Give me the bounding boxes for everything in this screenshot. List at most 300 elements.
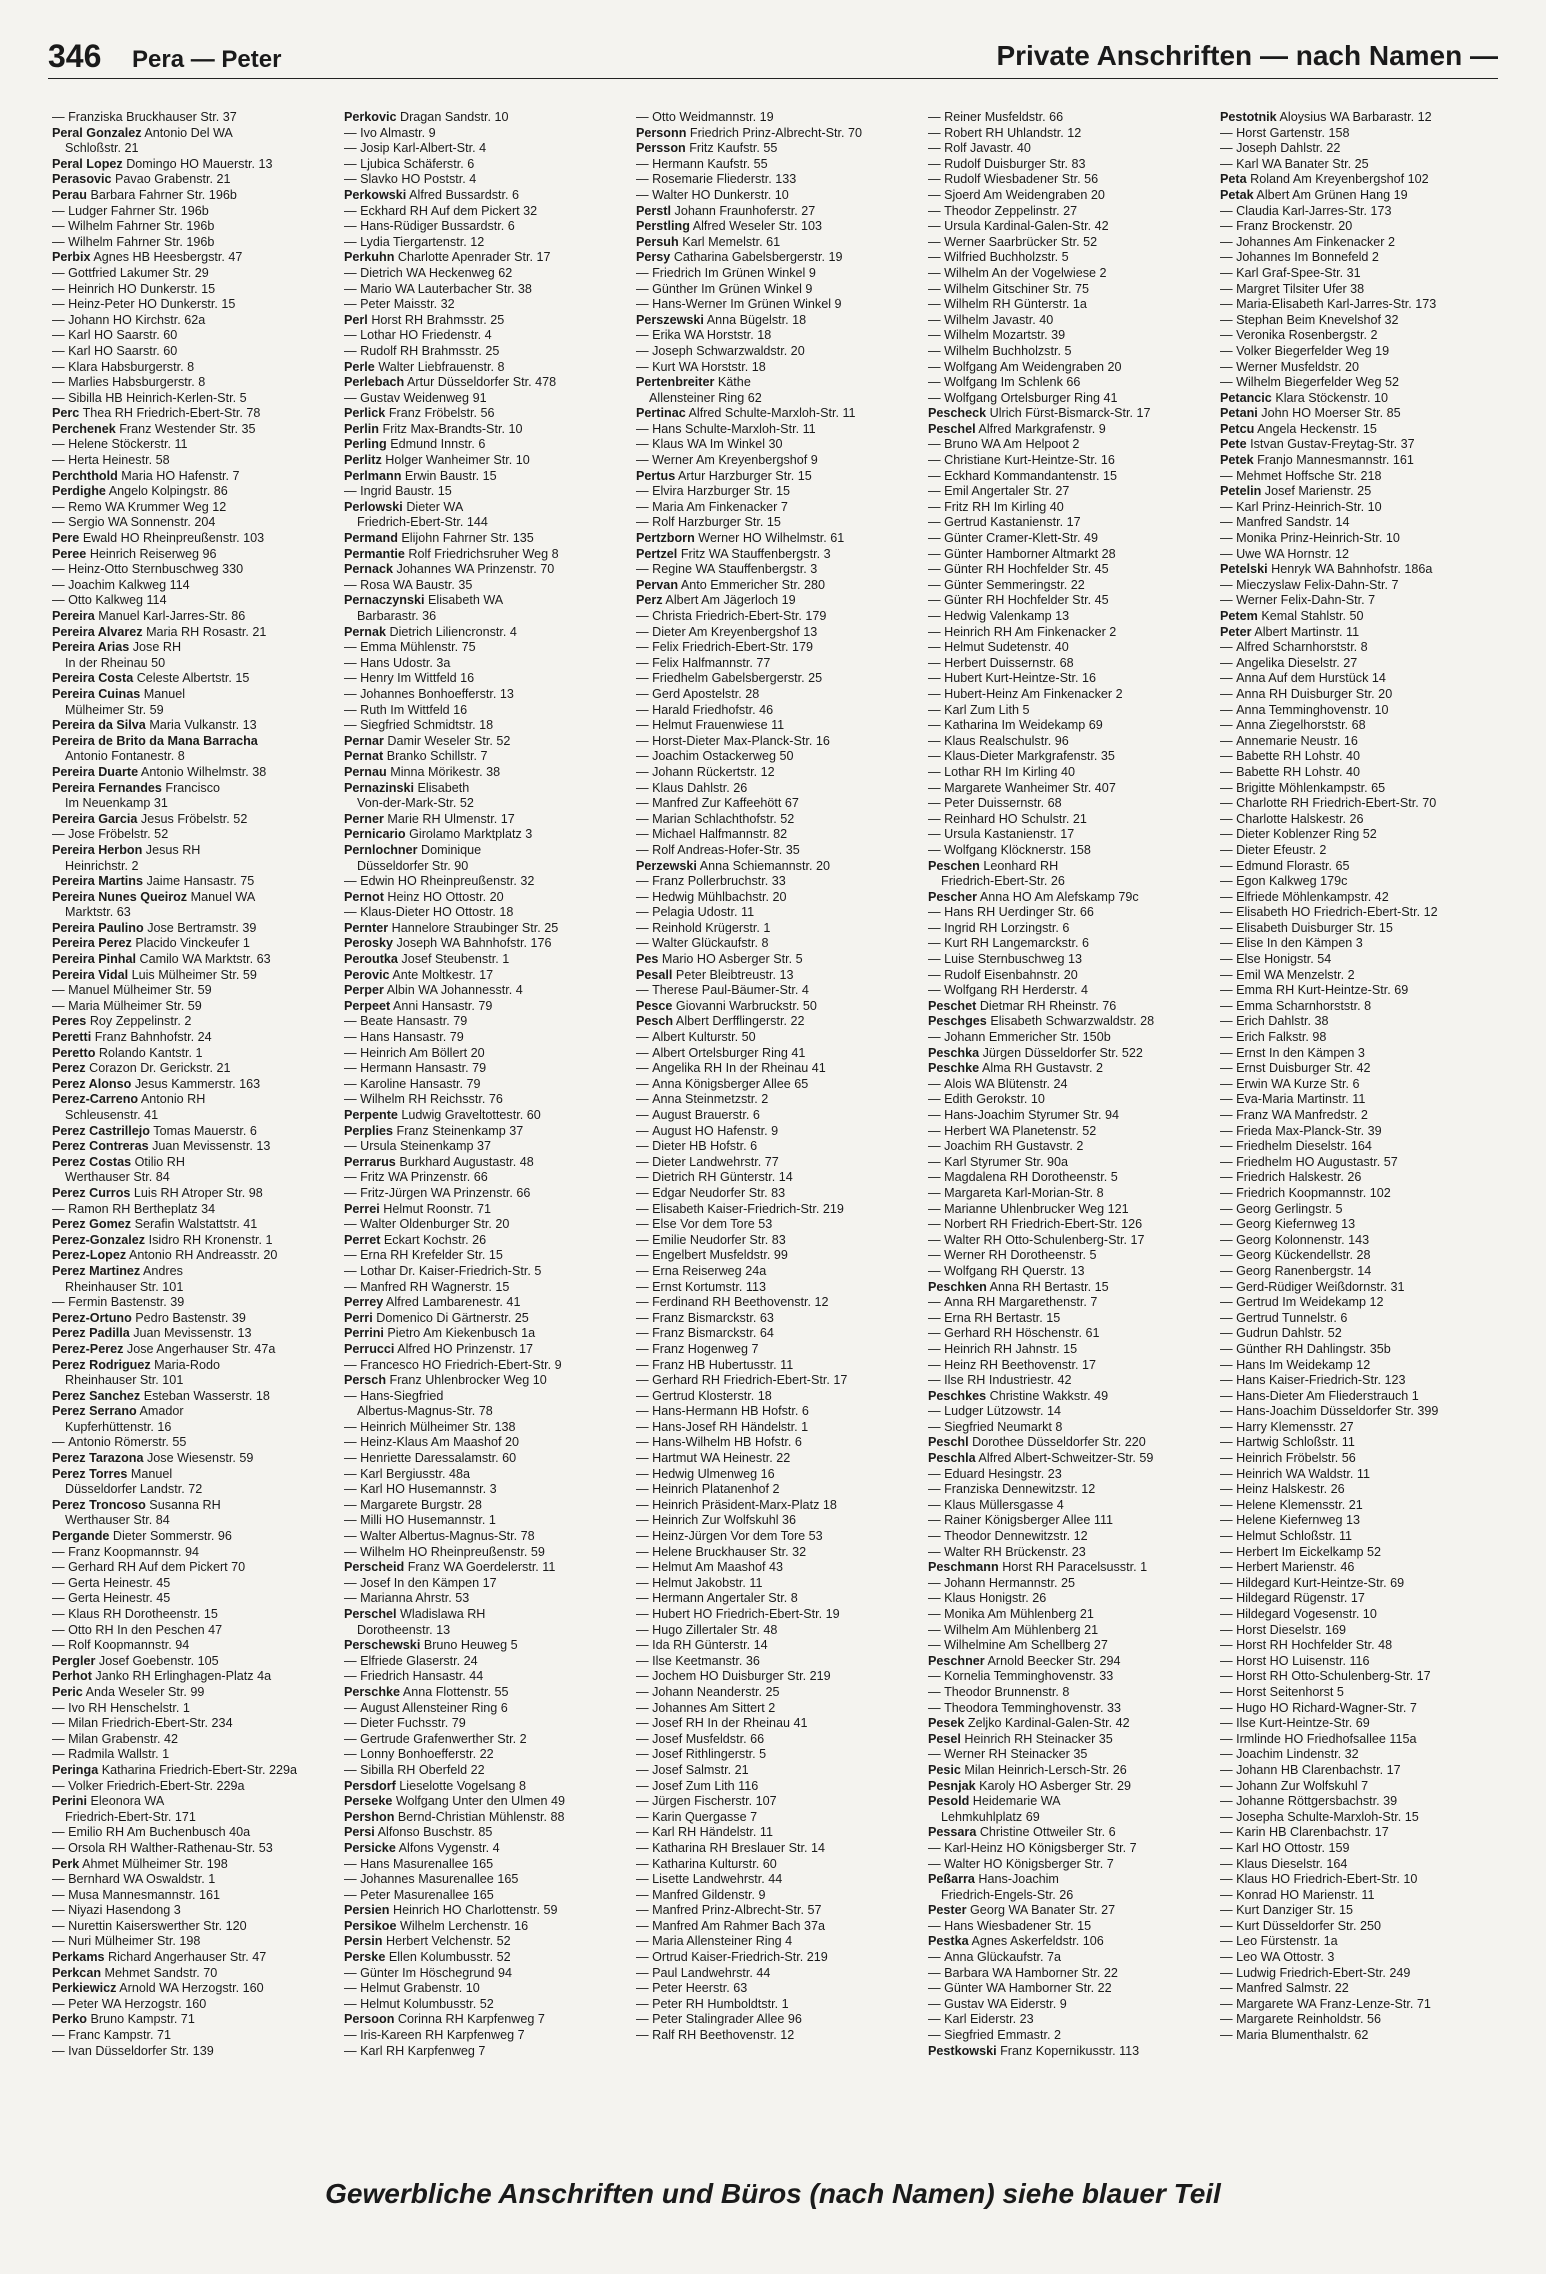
directory-entry — [52, 1498, 334, 1514]
entry-details: Franz Westender Str. 35 — [119, 421, 256, 436]
entry-details: Dieter Efeustr. 2 — [1236, 842, 1327, 857]
entry-details: Peter Duissernstr. 68 — [944, 796, 1062, 811]
entry-surname: Personn — [636, 125, 687, 140]
directory-entry — [928, 1966, 1210, 1982]
directory-entry — [636, 1747, 918, 1763]
entry-details: Felix Halfmannstr. 77 — [652, 655, 771, 670]
directory-entry — [636, 360, 918, 376]
entry-details: Wolfgang Im Schlenk 66 — [944, 375, 1081, 390]
entry-details: Otto Kalkweg 114 — [68, 593, 167, 608]
directory-entry — [928, 703, 1210, 719]
directory-entry — [636, 1857, 918, 1873]
entry-details: Herta Heinestr. 58 — [68, 453, 170, 468]
entry-details: Siegfried Emmastr. 2 — [944, 2028, 1061, 2043]
entry-surname: Pergande — [52, 1529, 110, 1544]
entry-details: Margarete Reinholdstr. 56 — [1236, 2012, 1382, 2027]
entry-details: Elisabeth — [417, 780, 470, 795]
directory-entry — [1220, 1872, 1502, 1888]
directory-entry — [344, 796, 626, 812]
entry-details: Frieda Max-Planck-Str. 39 — [1236, 1123, 1382, 1138]
directory-entry — [344, 921, 626, 937]
entry-surname: Perez Serrano — [52, 1404, 137, 1419]
entry-details: Werner Saarbrücker Str. 52 — [944, 234, 1098, 249]
directory-entry — [52, 1638, 334, 1654]
entry-details: Hermann Angertaler Str. 8 — [652, 1591, 798, 1606]
entry-details: Schleusenstr. 41 — [65, 1108, 159, 1122]
directory-entry — [1220, 1560, 1502, 1576]
entry-details: Franz Pollerbruchstr. 33 — [652, 874, 786, 889]
entry-details: Rheinhauser Str. 101 — [65, 1279, 184, 1294]
entry-details: Friedhelm Gabelsbergerstr. 25 — [652, 671, 823, 686]
entry-details: Johanne Röttgersbachstr. 39 — [1236, 1794, 1398, 1809]
entry-details: Karl HO Saarstr. 60 — [68, 328, 178, 343]
entry-details: Werner Felix-Dahn-Str. 7 — [1236, 593, 1376, 608]
directory-entry — [52, 1202, 334, 1218]
directory-entry — [1220, 422, 1502, 438]
entry-details: Heinz-Otto Sternbuschweg 330 — [68, 562, 244, 577]
directory-entry — [636, 1342, 918, 1358]
entry-details: Peter WA Herzogstr. 160 — [68, 1996, 207, 2011]
entry-surname: Pernlochner — [344, 842, 418, 857]
entry-details: Hans-Rüdiger Bussardstr. 6 — [360, 219, 515, 234]
directory-entry — [636, 1170, 918, 1186]
directory-entry — [344, 656, 626, 672]
entry-details: Josef Goebenstr. 105 — [98, 1653, 219, 1668]
entry-details: Ivo Almastr. 9 — [360, 125, 436, 140]
entry-details: Ivan Düsseldorfer Str. 139 — [68, 2043, 214, 2058]
entry-details: Arnold WA Herzogstr. 160 — [119, 1981, 264, 1996]
entry-details: Manuel Mülheimer Str. 59 — [68, 983, 212, 998]
entry-details: Barbara Fahrner Str. 196b — [90, 187, 237, 202]
entry-surname: Perez Castrillejo — [52, 1123, 150, 1138]
directory-entry — [52, 1560, 334, 1576]
entry-details: Edmund Innstr. 6 — [390, 437, 486, 452]
directory-entry — [636, 235, 918, 251]
directory-entry — [636, 890, 918, 906]
directory-entry — [344, 1155, 626, 1171]
entry-surname: Perper — [344, 983, 384, 998]
entry-details: Joachim RH Gustavstr. 2 — [944, 1139, 1084, 1154]
entry-details: Angelika Dieselstr. 27 — [1236, 655, 1358, 670]
directory-entry — [928, 1139, 1210, 1155]
entry-details: Manuel WA — [190, 889, 256, 904]
entry-details: Charlotte Apenrader Str. 17 — [397, 250, 551, 265]
directory-entry — [928, 796, 1210, 812]
directory-entry — [636, 1435, 918, 1451]
directory-entry — [344, 1092, 626, 1108]
entry-surname: Pesce — [636, 998, 673, 1013]
entry-details: Maria Allensteiner Ring 4 — [652, 1934, 793, 1949]
entry-details: Girolamo Marktplatz 3 — [409, 827, 533, 842]
entry-details: Antonio Fontanestr. 8 — [65, 749, 185, 764]
entry-details: Schloßstr. 21 — [65, 141, 139, 156]
directory-entry — [344, 625, 626, 641]
directory-entry — [344, 188, 626, 204]
directory-entry — [1220, 1295, 1502, 1311]
entry-details: Albert Ortelsburger Ring 41 — [652, 1045, 806, 1060]
entry-surname: Pesek — [928, 1716, 965, 1731]
entry-details: Remo WA Krummer Weg 12 — [68, 499, 227, 514]
entry-details: Anna Glückaufstr. 7a — [944, 1950, 1062, 1965]
entry-details: Dieter Fuchsstr. 79 — [360, 1716, 466, 1731]
directory-entry — [928, 671, 1210, 687]
entry-details: Ursula Kardinal-Galen-Str. 42 — [944, 219, 1109, 234]
directory-entry — [636, 1732, 918, 1748]
entry-details: Thea RH Friedrich-Ebert-Str. 78 — [82, 406, 261, 421]
directory-entry — [344, 219, 626, 235]
entry-details: Alfred Bussardstr. 6 — [409, 187, 520, 202]
directory-entry — [636, 687, 918, 703]
directory-entry — [636, 1794, 918, 1810]
entry-surname: Perpeet — [344, 998, 391, 1013]
directory-entry — [52, 547, 334, 563]
directory-entry — [344, 687, 626, 703]
entry-details: Werner HO Wilhelmstr. 61 — [698, 531, 845, 546]
directory-entry — [1220, 375, 1502, 391]
entry-surname: Petek — [1220, 453, 1254, 468]
entry-details: Ivo RH Henschelstr. 1 — [68, 1700, 190, 1715]
directory-entry — [52, 157, 334, 173]
entry-details: Felix Friedrich-Ebert-Str. 179 — [652, 640, 814, 655]
entry-details: Josef Zum Lith 116 — [652, 1778, 759, 1793]
directory-entry — [928, 1264, 1210, 1280]
directory-entry — [1220, 1903, 1502, 1919]
entry-details: Christiane Kurt-Heintze-Str. 16 — [944, 453, 1115, 468]
directory-entry — [344, 500, 626, 516]
entry-details: Arnold Beecker Str. 294 — [987, 1653, 1121, 1668]
entry-details: August HO Hafenstr. 9 — [652, 1123, 779, 1138]
entry-details: Rudolf Eisenbahnstr. 20 — [944, 967, 1078, 982]
entry-surname: Peringa — [52, 1762, 99, 1777]
directory-entry — [928, 936, 1210, 952]
directory-entry — [636, 1124, 918, 1140]
entry-details: Herbert Marienstr. 46 — [1236, 1560, 1355, 1575]
directory-entry — [928, 859, 1210, 875]
directory-entry — [344, 1389, 626, 1405]
directory-entry — [52, 1170, 334, 1186]
entry-details: Leo Fürstenstr. 1a — [1236, 1934, 1338, 1949]
directory-entry — [928, 1810, 1210, 1826]
entry-surname: Persch — [344, 1373, 387, 1388]
entry-details: Günter Semmeringstr. 22 — [944, 577, 1085, 592]
entry-surname: Peschel — [928, 421, 976, 436]
directory-entry — [1220, 765, 1502, 781]
directory-entry — [52, 250, 334, 266]
entry-details: Friedrich Prinz-Albrecht-Str. 70 — [689, 125, 863, 140]
entry-details: Rudolf Wiesbadener Str. 56 — [944, 172, 1099, 187]
directory-entry — [636, 1373, 918, 1389]
entry-details: Herbert Duissernstr. 68 — [944, 655, 1074, 670]
directory-entry — [344, 562, 626, 578]
entry-details: Bruno Kampstr. 71 — [90, 2012, 195, 2027]
directory-entry — [1220, 1576, 1502, 1592]
directory-entry — [344, 1248, 626, 1264]
directory-entry — [52, 578, 334, 594]
directory-entry — [52, 859, 334, 875]
directory-entry — [344, 593, 626, 609]
entry-details: Hans-Joachim Styrumer Str. 94 — [944, 1108, 1120, 1122]
entry-details: Manfred Salmstr. 22 — [1236, 1981, 1349, 1996]
directory-entry — [1220, 469, 1502, 485]
directory-entry — [1220, 1779, 1502, 1795]
directory-entry — [344, 1779, 626, 1795]
directory-entry — [52, 936, 334, 952]
entry-surname: Perez Curros — [52, 1185, 131, 1200]
entry-details: Helmut Frauenwiese 11 — [652, 718, 785, 733]
entry-details: Stephan Beim Knevelshof 32 — [1236, 312, 1399, 327]
entry-details: Wilhelm RH Günterstr. 1a — [944, 297, 1087, 312]
directory-entry — [52, 1779, 334, 1795]
entry-surname: Pestka — [928, 1934, 969, 1949]
entry-surname: Pesel — [928, 1731, 961, 1746]
entry-details: Manfred Zur Kaffeehött 67 — [652, 796, 799, 811]
entry-details: Lothar HO Friedenstr. 4 — [360, 328, 492, 343]
entry-details: Horst RH Hochfelder Str. 48 — [1236, 1638, 1393, 1653]
directory-entry — [344, 1529, 626, 1545]
directory-entry — [636, 1404, 918, 1420]
entry-details: Charlotte RH Friedrich-Ebert-Str. 70 — [1236, 796, 1437, 811]
entry-details: Henryk WA Bahnhofstr. 186a — [1271, 562, 1433, 577]
entry-details: Pedro Bastenstr. 39 — [135, 1310, 246, 1325]
entry-details: Holger Wanheimer Str. 10 — [385, 453, 530, 468]
entry-details: Iris-Kareen RH Karpfenweg 7 — [360, 2028, 525, 2043]
entry-details: Wladislawa RH — [400, 1607, 486, 1621]
entry-surname: Perhot — [52, 1669, 92, 1684]
directory-entry — [52, 484, 334, 500]
entry-details: Heinrich Am Böllert 20 — [360, 1045, 485, 1060]
entry-details: Georg Kückendellstr. 28 — [1236, 1248, 1371, 1263]
entry-details: Christine Ottweiler Str. 6 — [979, 1825, 1116, 1840]
entry-details: Branko Schillstr. 7 — [386, 749, 488, 764]
entry-surname: Perschke — [344, 1684, 401, 1699]
entry-details: Lieselotte Vogelsang 8 — [399, 1778, 527, 1793]
entry-surname: Persien — [344, 1903, 390, 1918]
entry-details: Werthauser Str. 84 — [65, 1170, 170, 1185]
directory-entry — [636, 391, 918, 407]
entry-details: Eva-Maria Martinstr. 11 — [1236, 1092, 1366, 1107]
entry-details: Dorotheenstr. 13 — [357, 1622, 451, 1637]
directory-entry — [636, 1950, 918, 1966]
entry-details: Johannes Masurenallee 165 — [360, 1872, 519, 1887]
directory-entry — [928, 562, 1210, 578]
entry-details: Lothar Dr. Kaiser-Friedrich-Str. 5 — [360, 1263, 542, 1278]
entry-details: Werner RH Dorotheenstr. 5 — [944, 1248, 1097, 1263]
directory-entry — [1220, 936, 1502, 952]
entry-details: Domingo HO Mauerstr. 13 — [126, 156, 273, 171]
entry-details: Johannes WA Prinzenstr. 70 — [396, 562, 555, 577]
directory-entry — [52, 1685, 334, 1701]
entry-surname: Perszewski — [636, 312, 704, 327]
directory-entry — [344, 1186, 626, 1202]
entry-details: Robert RH Uhlandstr. 12 — [944, 125, 1082, 140]
entry-details: Elisabeth Duisburger Str. 15 — [1236, 920, 1393, 935]
directory-entry — [1220, 749, 1502, 765]
directory-entry — [52, 1358, 334, 1374]
directory-entry — [344, 640, 626, 656]
entry-details: Lonny Bonhoefferstr. 22 — [360, 1747, 494, 1762]
entry-surname: Pereira Arias — [52, 640, 130, 655]
directory-entry — [636, 1763, 918, 1779]
directory-entry — [1220, 188, 1502, 204]
directory-entry — [928, 1779, 1210, 1795]
entry-details: Engelbert Musfeldstr. 99 — [652, 1248, 788, 1263]
entry-details: Erna Reiserweg 24a — [652, 1263, 767, 1278]
directory-entry — [1220, 172, 1502, 188]
directory-entry — [52, 640, 334, 656]
directory-entry — [344, 1747, 626, 1763]
directory-entry — [1220, 1607, 1502, 1623]
directory-entry — [928, 1685, 1210, 1701]
entry-details: Katharina RH Breslauer Str. 14 — [652, 1840, 825, 1855]
directory-entry — [52, 1654, 334, 1670]
entry-details: Corazon Dr. Gerickstr. 21 — [89, 1061, 231, 1076]
directory-entry — [928, 500, 1210, 516]
entry-surname: Pesic — [928, 1762, 961, 1777]
directory-entry — [1220, 1841, 1502, 1857]
directory-entry — [1220, 718, 1502, 734]
directory-entry — [928, 1233, 1210, 1249]
directory-entry — [52, 328, 334, 344]
directory-entry — [928, 1841, 1210, 1857]
entry-details: Heinrich RH Am Finkenacker 2 — [944, 624, 1117, 639]
entry-surname: Peral Lopez — [52, 156, 123, 171]
directory-entry — [928, 250, 1210, 266]
entry-surname: Pertenbreiter — [636, 375, 715, 390]
directory-entry — [52, 1435, 334, 1451]
directory-entry — [928, 1747, 1210, 1763]
entry-details: Franc Kampstr. 71 — [68, 2028, 171, 2043]
entry-details: Hubert HO Friedrich-Ebert-Str. 19 — [652, 1607, 840, 1621]
entry-details: Helene Bruckhauser Str. 32 — [652, 1544, 807, 1559]
directory-entry — [636, 1233, 918, 1249]
directory-entry — [928, 999, 1210, 1015]
entry-surname: Perez Tarazona — [52, 1451, 144, 1466]
entry-details: Friedhelm Dieselstr. 164 — [1236, 1139, 1372, 1154]
directory-entry — [52, 453, 334, 469]
directory-entry — [636, 952, 918, 968]
entry-details: Damir Weseler Str. 52 — [387, 733, 511, 748]
entry-details: Georg Kiefernweg 13 — [1236, 1217, 1356, 1232]
entry-details: Ilse RH Industriestr. 42 — [944, 1373, 1072, 1388]
entry-details: Heinz Halskestr. 26 — [1236, 1482, 1345, 1497]
entry-details: Albert Kulturstr. 50 — [652, 1030, 756, 1045]
directory-entry — [344, 1030, 626, 1046]
directory-entry — [636, 1092, 918, 1108]
directory-entry — [344, 1560, 626, 1576]
directory-entry — [344, 1513, 626, 1529]
entry-details: Günter RH Hochfelder Str. 45 — [944, 593, 1109, 608]
directory-entry — [636, 609, 918, 625]
entry-details: Edwin HO Rheinpreußenstr. 32 — [360, 874, 535, 889]
directory-entry — [636, 1966, 918, 1982]
directory-entry — [928, 1560, 1210, 1576]
directory-entry — [928, 765, 1210, 781]
entry-details: Jaime Hansastr. 75 — [146, 874, 255, 889]
directory-entry — [344, 1872, 626, 1888]
entry-details: Hans Schulte-Marxloh-Str. 11 — [652, 421, 816, 436]
entry-details: Katharina Kulturstr. 60 — [652, 1856, 777, 1871]
entry-details: Joachim Lindenstr. 32 — [1236, 1747, 1359, 1762]
entry-details: Albertus-Magnus-Str. 78 — [357, 1404, 493, 1419]
directory-entry — [344, 1716, 626, 1732]
directory-entry — [344, 235, 626, 251]
directory-column — [636, 110, 918, 2059]
directory-entry — [52, 219, 334, 235]
entry-surname: Pesall — [636, 967, 673, 982]
entry-details: Tomas Mauerstr. 6 — [153, 1123, 257, 1138]
entry-details: Leonhard RH — [983, 858, 1059, 873]
directory-entry — [344, 781, 626, 797]
entry-details: Joachim Kalkweg 114 — [68, 577, 190, 592]
directory-entry — [636, 827, 918, 843]
directory-entry — [344, 1794, 626, 1810]
entry-details: Margarete Burgstr. 28 — [360, 1497, 482, 1512]
entry-details: Jesus Kammerstr. 163 — [134, 1076, 261, 1091]
directory-entry — [52, 266, 334, 282]
directory-entry — [1220, 703, 1502, 719]
directory-entry — [52, 110, 334, 126]
directory-entry — [344, 1202, 626, 1218]
entry-details: Helmut Schloßstr. 11 — [1236, 1529, 1353, 1544]
entry-details: Heinrich Mülheimer Str. 138 — [360, 1419, 516, 1434]
directory-entry — [344, 1591, 626, 1607]
entry-details: Heinz-Peter HO Dunkerstr. 15 — [68, 297, 236, 312]
directory-entry — [344, 328, 626, 344]
entry-details: Elvira Harzburger Str. 15 — [652, 484, 790, 499]
entry-details: Allensteiner Ring 62 — [649, 390, 762, 405]
directory-entry — [636, 1186, 918, 1202]
entry-details: Hubert Kurt-Heintze-Str. 16 — [944, 671, 1096, 686]
entry-details: Ulrich Fürst-Bismarck-Str. 17 — [989, 406, 1151, 421]
entry-details: Rosa WA Baustr. 35 — [360, 577, 473, 592]
entry-surname: Persoon — [344, 2012, 395, 2027]
directory-entry — [344, 1810, 626, 1826]
entry-surname: Perschewski — [344, 1638, 421, 1653]
entry-details: Rolf Harzburger Str. 15 — [652, 515, 781, 530]
entry-details: Peter Maisstr. 32 — [360, 297, 455, 312]
directory-entry — [636, 531, 918, 547]
directory-entry — [636, 1467, 918, 1483]
entry-details: Anna Steinmetzstr. 2 — [652, 1092, 769, 1107]
directory-entry — [636, 1529, 918, 1545]
entry-details: Camilo WA Marktstr. 63 — [139, 952, 271, 967]
entry-details: Erna RH Krefelder Str. 15 — [360, 1248, 503, 1263]
entry-surname: Pereira Duarte — [52, 764, 139, 779]
directory-entry — [928, 1903, 1210, 1919]
directory-entry — [1220, 1919, 1502, 1935]
entry-details: Hedwig Valenkamp 13 — [944, 609, 1070, 623]
directory-entry — [928, 812, 1210, 828]
directory-entry — [52, 1248, 334, 1264]
directory-entry — [52, 515, 334, 531]
entry-details: Elisabeth HO Friedrich-Ebert-Str. 12 — [1236, 905, 1438, 920]
directory-entry — [1220, 297, 1502, 313]
entry-details: Franz Kopernikusstr. 113 — [1000, 2043, 1140, 2058]
entry-details: Kurt RH Langemarckstr. 6 — [944, 936, 1089, 951]
directory-entry — [636, 936, 918, 952]
entry-surname: Perlebach — [344, 375, 405, 390]
directory-entry — [928, 1545, 1210, 1561]
entry-surname: Pereira Alvarez — [52, 624, 143, 639]
directory-entry — [928, 1311, 1210, 1327]
directory-entry — [52, 469, 334, 485]
directory-entry — [636, 2028, 918, 2044]
entry-details: Wolfgang Klöcknerstr. 158 — [944, 842, 1091, 857]
entry-details: Hans Kaiser-Friedrich-Str. 123 — [1236, 1373, 1406, 1388]
entry-details: Placido Vinckeufer 1 — [135, 936, 250, 951]
directory-entry — [344, 749, 626, 765]
entry-details: Maria Mülheimer Str. 59 — [68, 998, 202, 1013]
